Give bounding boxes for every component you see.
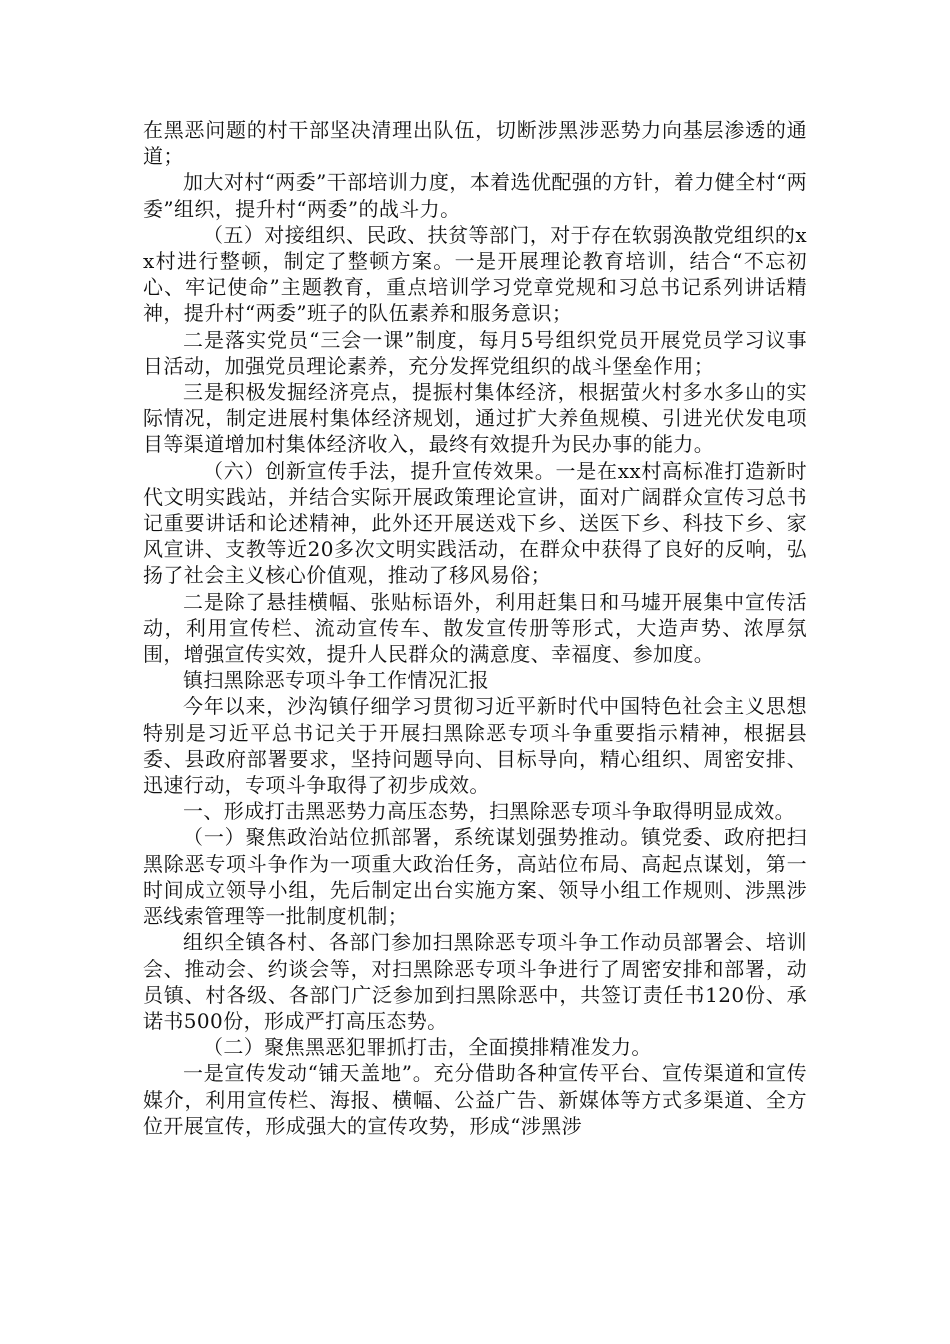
paragraph-9: 今年以来，沙沟镇仔细学习贯彻习近平新时代中国特色社会主义思想特别是习近平总书记关于开展扫黑除恶专项斗争重要指示精神，根据县委、县政府部署要求，坚持问题导向、目标导向，精心组织、周密安排、迅速行动，专项斗争取得了初步成效。 [143,694,807,798]
document-page [143,117,807,1139]
paragraph-12: 组织全镇各村、各部门参加扫黑除恶专项斗争工作动员部署会、培训会、推动会、约谈会等，对扫黑除恶专项斗争进行了周密安排和部署，动员镇、村各级、各部门广泛参加到扫黑除恶中，共签订责任书120份、承诺书500份，形成严打高压态势。 [143,930,807,1033]
paragraph-4: 二是落实党员“三会一课”制度，每月5号组织党员开展党员学习议事日活动，加强党员理论素养，充分发挥党组织的战斗堡垒作用； [143,327,807,378]
paragraph-5: 三是积极发掘经济亮点，提振村集体经济，根据萤火村多水多山的实际情况，制定进展村集体经济规划，通过扩大养鱼规模、引进光伏发电项目等渠道增加村集体经济收入，最终有效提升为民办事的能力。 [143,380,807,457]
section-heading-1: 一、形成打击黑恶势力高压态势，扫黑除恶专项斗争取得明显成效。 [183,799,795,824]
paragraph-1: 在黑恶问题的村干部坚决清理出队伍，切断涉黑涉恶势力向基层渗透的通道； [143,118,807,169]
paragraph-7: 二是除了悬挂横幅、张贴标语外，利用赶集日和马墟开展集中宣传活动，利用宣传栏、流动宣传车、散发宣传册等形式，大造声势、浓厚氛围，增强宣传实效，提升人民群众的满意度、幸福度、参加度。 [143,589,807,667]
paragraph-11: （一）聚焦政治站位抓部署，系统谋划强势推动。镇党委、政府把扫黑除恶专项斗争作为一项重大政治任务，高站位布局、高起点谋划，第一时间成立领导小组，先后制定出台实施方案、领导小组工作规则、涉黑涉恶线索管理等一批制度机制； [143,825,807,929]
report-heading: 镇扫黑除恶专项斗争工作情况汇报 [183,668,489,693]
paragraph-6: （六）创新宣传手法，提升宣传效果。一是在xx村高标准打造新时代文明实践站，并结合实际开展政策理论宣讲，面对广阔群众宣传习总书记重要讲话和论述精神，此外还开展送戏下乡、送医下乡、科技下乡、家风宣讲、支教等近20多次文明实践活动，在群众中获得了良好的反响，弘扬了社会主义核心价值观，推动了移风易俗； [143,458,807,588]
paragraph-3: （五）对接组织、民政、扶贫等部门，对于存在软弱涣散党组织的xx村进行整顿，制定了整顿方案。一是开展理论教育培训，结合“不忘初心、牢记使命”主题教育，重点培训学习党章党规和习总书记系列讲话精神，提升村“两委”班子的队伍素养和服务意识； [143,222,807,326]
subsection-heading-2: （二）聚焦黑恶犯罪抓打击，全面摸排精准发力。 [203,1035,652,1060]
paragraph-14: 一是宣传发动“铺天盖地”。充分借助各种宣传平台、宣传渠道和宣传媒介，利用宣传栏、海报、横幅、公益广告、新媒体等方式多渠道、全方位开展宣传，形成强大的宣传攻势，形成“涉黑涉 [143,1061,807,1138]
paragraph-2: 加大对村“两委”干部培训力度，本着选优配强的方针，着力健全村“两委”组织，提升村“两委”的战斗力。 [143,170,807,221]
